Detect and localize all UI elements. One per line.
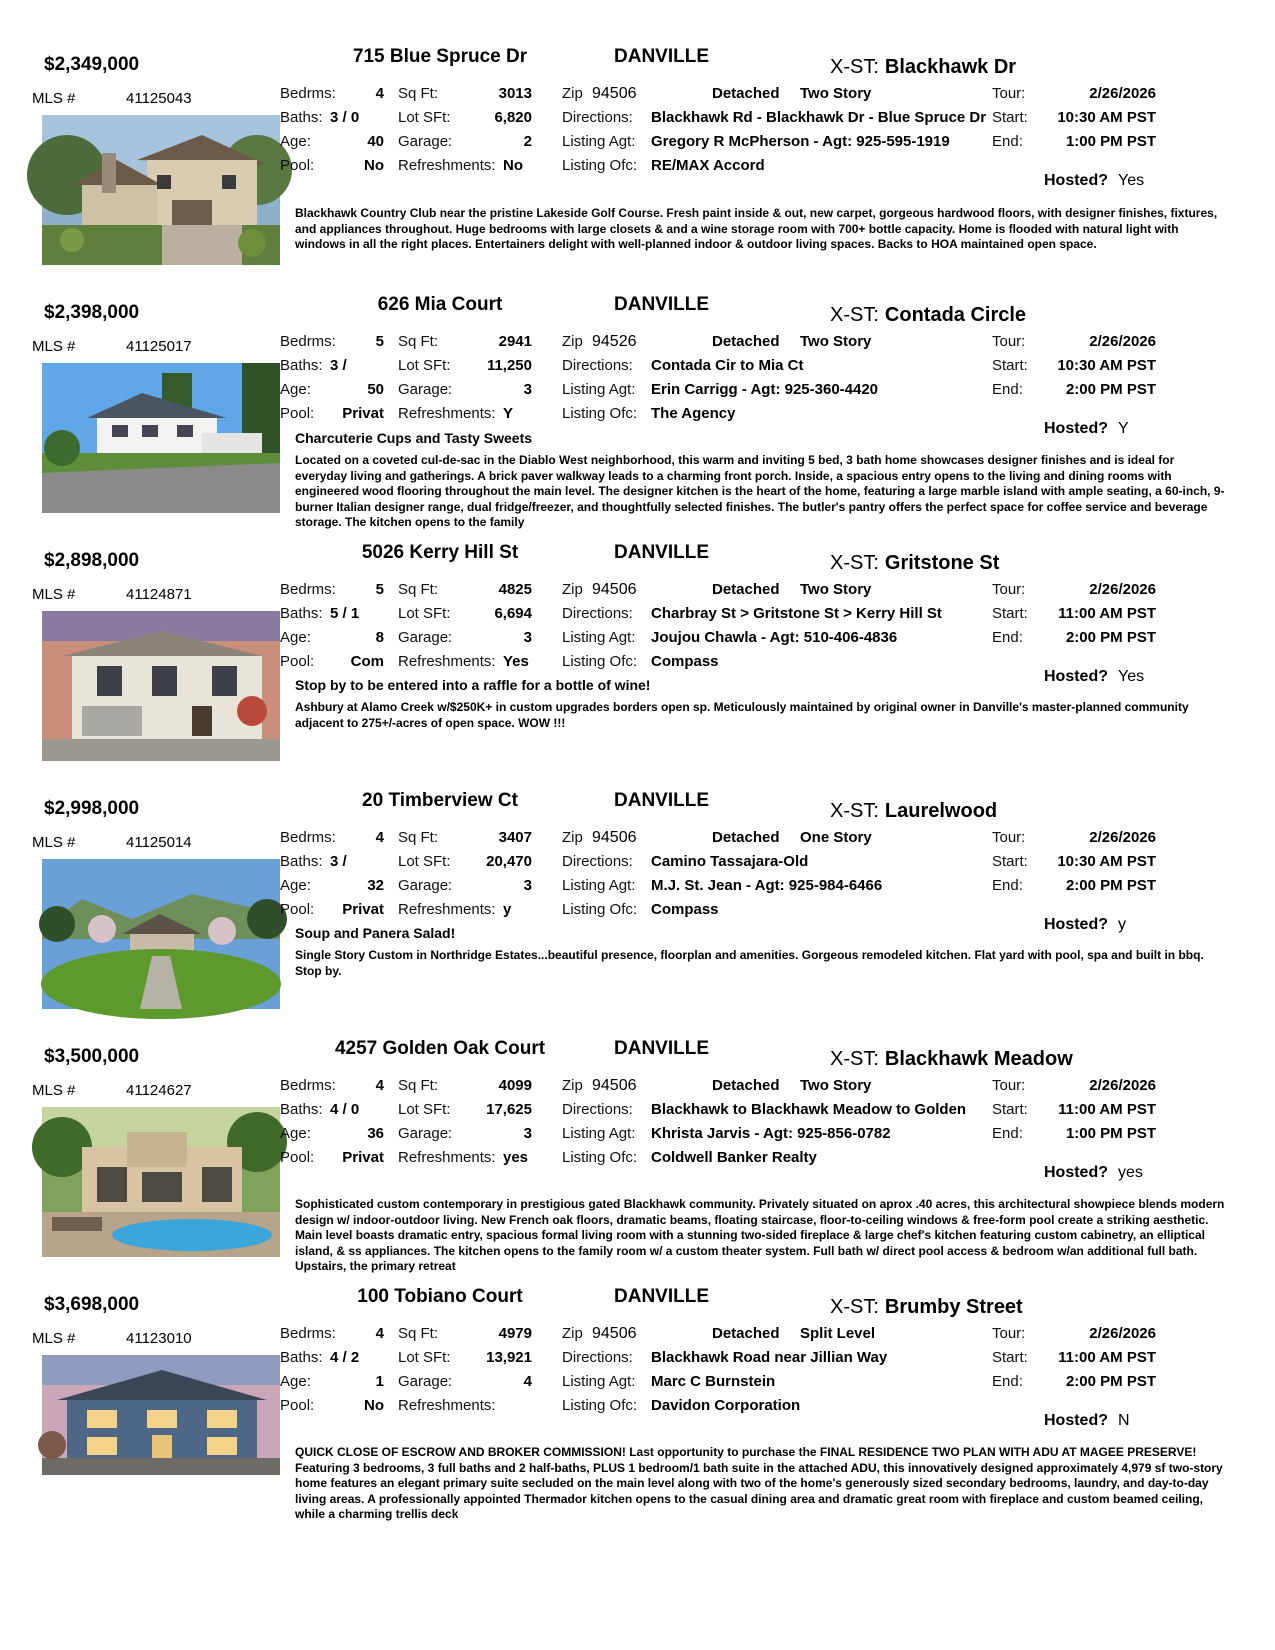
property-style: Two Story — [800, 581, 872, 598]
directions-value: Blackhawk Road near Jillian Way — [651, 1349, 888, 1366]
label: Garage: — [398, 629, 453, 646]
label: Start: — [992, 605, 1028, 622]
listing-card — [0, 992, 1275, 1274]
garage-value: 3 — [523, 877, 532, 894]
label: Refreshments: — [398, 405, 496, 422]
mls-number: 41125014 — [126, 834, 192, 851]
label: Zip — [562, 829, 583, 846]
hosted — [1044, 172, 1144, 190]
start-time: 11:00 AM PST — [1058, 605, 1156, 622]
price: $3,500,000 — [44, 1046, 140, 1067]
label: Pool: — [280, 653, 315, 670]
end-time: 2:00 PM PST — [1065, 1373, 1156, 1390]
price: $2,898,000 — [44, 550, 140, 571]
label: Refreshments: — [398, 157, 496, 174]
label: Garage: — [398, 1125, 453, 1142]
hosted-value: Yes — [1118, 172, 1145, 189]
property-type: Detached — [712, 333, 780, 350]
property-style: One Story — [800, 829, 872, 846]
pool-value: Privat — [342, 901, 384, 918]
tour-date: 2/26/2026 — [1089, 85, 1156, 102]
property-type: Detached — [712, 1077, 780, 1094]
listing-card — [0, 1240, 1275, 1522]
directions-value: Contada Cir to Mia Ct — [651, 357, 804, 374]
description: Sophisticated custom contemporary in prestigious gated Blackhawk community. Privately situated on aprox .40 acres, this architectural showpiece blends modern design w/ indoor-outdoor living. New French oak floors, dramatic beams, floating staircase, floor-to-ceiling windows & free-form pool create a striking aesthetic. Main level boasts dramatic entry, spacious formal living room with a stunning two-sided fireplace & large chef's kitchen featuring custom cabinetry, an elliptical island, & ss appliances. The kitchen opens to the family room w/ a custom theater system. Full bath w/ direct pool access & bedroom w/an additional full bath. Upstairs, the primary retreat — [295, 1197, 1225, 1274]
bedrooms-value: 4 — [375, 829, 384, 846]
description: Ashbury at Alamo Creek w/$250K+ in custom upgrades borders open sp. Meticulously maintained by original owner in Danville's master-planned community adjacent to 275+/-acres of open space. WOW !!! — [295, 700, 1189, 730]
label: Refreshments: — [398, 1149, 496, 1166]
label: End: — [992, 381, 1023, 398]
baths-value: 5 / 1 — [330, 605, 360, 622]
end-time: 2:00 PM PST — [1065, 877, 1156, 894]
refreshments-value: No — [503, 157, 523, 174]
label: Directions: — [562, 1349, 633, 1366]
description: Blackhawk Country Club near the pristine Lakeside Golf Course. Fresh paint inside & out, new carpet, gorgeous hardwood floors, with designer finishes, fixtures, and appliances throughout. Huge bedrooms with large closets & and a wine storage room with 700+ bottle capacity. Home is flooded with natural light with windows in all the right places. Entertainers delight with well-planned indoor & outdoor living spaces. Backs to HOA maintained open space. — [295, 206, 1218, 252]
hosted-value: Y — [1118, 420, 1129, 437]
label: Age: — [280, 133, 311, 150]
property-style: Split Level — [800, 1325, 876, 1342]
house-photo — [42, 115, 280, 265]
label: Listing Agt: — [562, 629, 636, 646]
hosted-value: Yes — [1118, 668, 1145, 685]
property-style: Two Story — [800, 85, 872, 102]
directions-value: Charbray St > Gritstone St > Kerry Hill St — [651, 605, 942, 622]
baths-value: 3 / — [330, 357, 347, 374]
cross-street-label: X-ST: — [830, 552, 879, 574]
tour-date: 2/26/2026 — [1089, 829, 1156, 846]
end-time: 2:00 PM PST — [1065, 629, 1156, 646]
baths-value: 4 / 2 — [330, 1349, 360, 1366]
sqft-value: 2941 — [498, 333, 532, 350]
label: Listing Agt: — [562, 1373, 636, 1390]
house-photo — [42, 611, 280, 761]
mls-number: 41124627 — [126, 1082, 192, 1099]
start-time: 11:00 AM PST — [1058, 1349, 1156, 1366]
label: Age: — [280, 629, 311, 646]
zip-value: 94506 — [592, 829, 637, 846]
label: Baths: — [280, 1349, 323, 1366]
label: Tour: — [992, 1077, 1026, 1094]
open-house-note: Soup and Panera Salad! — [295, 925, 456, 941]
label: Baths: — [280, 109, 323, 126]
label: Tour: — [992, 85, 1026, 102]
mls-number: 41125043 — [126, 90, 192, 107]
label: Sq Ft: — [398, 1325, 439, 1342]
hosted-label: Hosted? — [1044, 420, 1108, 437]
label: Bedrms: — [280, 85, 336, 102]
open-house-note: Charcuterie Cups and Tasty Sweets — [295, 430, 533, 446]
label: Lot SFt: — [398, 605, 451, 622]
label: Garage: — [398, 381, 453, 398]
age-value: 1 — [375, 1373, 384, 1390]
property-style: Two Story — [800, 333, 872, 350]
tour-date: 2/26/2026 — [1089, 1077, 1156, 1094]
zip-value: 94506 — [592, 1325, 637, 1342]
tour-date: 2/26/2026 — [1089, 333, 1156, 350]
cross-street-value: Laurelwood — [884, 800, 998, 822]
office-value: Davidon Corporation — [651, 1397, 801, 1414]
cross-street-label: X-ST: — [830, 1296, 879, 1318]
label: Tour: — [992, 1325, 1026, 1342]
label: Baths: — [280, 357, 323, 374]
label: Listing Agt: — [562, 133, 636, 150]
label: Bedrms: — [280, 1077, 336, 1094]
hosted-value: y — [1118, 916, 1126, 933]
label: Zip — [562, 85, 583, 102]
end-time: 1:00 PM PST — [1065, 133, 1156, 150]
label: Zip — [562, 333, 583, 350]
hosted-value: N — [1118, 1412, 1130, 1429]
label: Listing Ofc: — [562, 1149, 638, 1166]
agent-value: M.J. St. Jean - Agt: 925-984-6466 — [651, 877, 883, 894]
house-photo — [42, 363, 280, 513]
garage-value: 4 — [523, 1373, 532, 1390]
label: Bedrms: — [280, 581, 336, 598]
hosted-label: Hosted? — [1044, 668, 1108, 685]
zip-value: 94506 — [592, 1077, 637, 1094]
city: DANVILLE — [614, 1286, 709, 1307]
garage-value: 3 — [523, 1125, 532, 1142]
label: Age: — [280, 1373, 311, 1390]
end-time: 1:00 PM PST — [1065, 1125, 1156, 1142]
label: Lot SFt: — [398, 357, 451, 374]
mls-label: MLS # — [32, 1330, 76, 1347]
start-time: 10:30 AM PST — [1057, 109, 1156, 126]
property-style: Two Story — [800, 1077, 872, 1094]
cross-street-value: Gritstone St — [884, 552, 1000, 574]
property-type: Detached — [712, 85, 780, 102]
pool-value: No — [364, 1397, 384, 1414]
label: End: — [992, 1373, 1023, 1390]
hosted-value: yes — [1118, 1164, 1143, 1181]
cross-street-label: X-ST: — [830, 800, 879, 822]
address: 715 Blue Spruce Dr — [352, 46, 528, 67]
price: $3,698,000 — [44, 1294, 140, 1315]
listing-card — [0, 0, 1275, 258]
age-value: 50 — [367, 381, 384, 398]
garage-value: 2 — [523, 133, 532, 150]
office-value: Compass — [651, 653, 719, 670]
property-type: Detached — [712, 1325, 780, 1342]
label: Bedrms: — [280, 1325, 336, 1342]
sqft-value: 4099 — [498, 1077, 532, 1094]
refreshments-value: yes — [503, 1149, 529, 1166]
listing-card — [0, 248, 1275, 530]
label: Baths: — [280, 1101, 323, 1118]
mls-label: MLS # — [32, 586, 76, 603]
hosted — [1044, 916, 1126, 934]
end-time: 2:00 PM PST — [1065, 381, 1156, 398]
label: Garage: — [398, 877, 453, 894]
agent-value: Joujou Chawla - Agt: 510-406-4836 — [651, 629, 898, 646]
label: Start: — [992, 1349, 1028, 1366]
listing-card — [0, 496, 1275, 754]
price: $2,398,000 — [44, 302, 140, 323]
property-type: Detached — [712, 581, 780, 598]
label: Refreshments: — [398, 653, 496, 670]
agent-value: Khrista Jarvis - Agt: 925-856-0782 — [651, 1125, 891, 1142]
office-value: Compass — [651, 901, 719, 918]
label: Sq Ft: — [398, 85, 439, 102]
description: Single Story Custom in Northridge Estates...beautiful presence, floorplan and amenities. Gorgeous remodeled kitchen. Flat yard with pool, spa and built in bbq. Stop by. — [295, 948, 1204, 978]
city: DANVILLE — [614, 790, 709, 811]
label: Listing Ofc: — [562, 653, 638, 670]
open-house-note: Stop by to be entered into a raffle for a bottle of wine! — [295, 677, 651, 693]
label: Lot SFt: — [398, 109, 451, 126]
label: Pool: — [280, 901, 315, 918]
sqft-value: 4825 — [498, 581, 532, 598]
mls-number: 41125017 — [126, 338, 192, 355]
lot-value: 20,470 — [486, 853, 532, 870]
start-time: 10:30 AM PST — [1057, 853, 1156, 870]
age-value: 40 — [367, 133, 384, 150]
label: Baths: — [280, 605, 323, 622]
cross-street-value: Blackhawk Dr — [884, 56, 1017, 78]
cross-street-value: Contada Circle — [884, 304, 1027, 326]
label: Lot SFt: — [398, 1349, 451, 1366]
house-photo — [42, 859, 280, 1009]
garage-value: 3 — [523, 381, 532, 398]
baths-value: 4 / 0 — [330, 1101, 360, 1118]
pool-value: No — [364, 157, 384, 174]
label: Pool: — [280, 1397, 315, 1414]
pool-value: Privat — [342, 1149, 384, 1166]
baths-value: 3 / — [330, 853, 347, 870]
baths-value: 3 / 0 — [330, 109, 360, 126]
label: Zip — [562, 581, 583, 598]
directions-value: Camino Tassajara-Old — [651, 853, 809, 870]
address: 20 Timberview Ct — [362, 790, 518, 811]
label: Age: — [280, 877, 311, 894]
cross-street-label: X-ST: — [830, 304, 879, 326]
label: Refreshments: — [398, 1397, 496, 1414]
directions-value: Blackhawk Rd - Blackhawk Dr - Blue Spruce Dr — [651, 109, 987, 126]
label: Bedrms: — [280, 829, 336, 846]
label: End: — [992, 1125, 1023, 1142]
address: 5026 Kerry Hill St — [361, 542, 519, 563]
description: Located on a coveted cul-de-sac in the Diablo West neighborhood, this warm and inviting 5 bed, 3 bath home showcases designer finishes and is ideal for everyday living and gatherings. A brick paver walkway leads to a charming front porch. Inside, a spacious entry opens to the living and dining rooms with engineered wood flooring throughout the main level. The designer kitchen is the heart of the home, featuring a large marble island with ample seating, a 60-inch, 9-burner Italian designer range, dual fridge/freezer, and thoughtfully selected finishes. The butler's pantry offers the perfect space for coffee service and beverage storage. The kitchen opens to the family — [295, 453, 1225, 530]
label: Listing Agt: — [562, 381, 636, 398]
start-time: 10:30 AM PST — [1057, 357, 1156, 374]
label: End: — [992, 133, 1023, 150]
hosted — [1044, 1412, 1130, 1430]
mls-label: MLS # — [32, 338, 76, 355]
description: QUICK CLOSE OF ESCROW AND BROKER COMMISSION! Last opportunity to purchase the FINAL RESIDENCE TWO PLAN WITH ADU AT MAGEE PRESERVE! Featuring 3 bedrooms, 3 full baths and 2 half-baths, PLUS 1 bedroom/1 bath suite in the attached ADU, this innovatively designed approximately 4,979 sf two-story home features an elegant primary suite secluded on the main level along with two of the home's generously sized secondary bedrooms, laundry, and day-to-day living areas. A professionally appointed Thermador kitchen opens to the casual dining area and dramatic great room with fireplace and custom beamed ceiling, while a charming trellis deck — [295, 1445, 1223, 1522]
pool-value: Com — [350, 653, 384, 670]
cross-street — [830, 800, 997, 823]
refreshments-value: Y — [503, 405, 514, 422]
zip-value: 94526 — [592, 333, 637, 350]
mls-label: MLS # — [32, 90, 76, 107]
cross-street — [830, 552, 999, 575]
city: DANVILLE — [614, 1038, 709, 1059]
lot-value: 6,820 — [494, 109, 532, 126]
sqft-value: 3013 — [498, 85, 532, 102]
label: Listing Ofc: — [562, 157, 638, 174]
sqft-value: 4979 — [498, 1325, 532, 1342]
address: 100 Tobiano Court — [357, 1286, 523, 1307]
label: Bedrms: — [280, 333, 336, 350]
label: Start: — [992, 109, 1028, 126]
cross-street-value: Blackhawk Meadow — [884, 1048, 1073, 1070]
bedrooms-value: 4 — [375, 1325, 384, 1342]
lot-value: 17,625 — [486, 1101, 532, 1118]
office-value: Coldwell Banker Realty — [651, 1149, 817, 1166]
label: Listing Agt: — [562, 1125, 636, 1142]
label: Baths: — [280, 853, 323, 870]
lot-value: 11,250 — [486, 357, 532, 374]
hosted-label: Hosted? — [1044, 1164, 1108, 1181]
hosted — [1044, 1164, 1143, 1182]
agent-value: Erin Carrigg - Agt: 925-360-4420 — [651, 381, 879, 398]
cross-street — [830, 1296, 1023, 1319]
label: Age: — [280, 381, 311, 398]
address: 4257 Golden Oak Court — [334, 1038, 546, 1059]
office-value: The Agency — [651, 405, 736, 422]
tour-date: 2/26/2026 — [1089, 581, 1156, 598]
tour-date: 2/26/2026 — [1089, 1325, 1156, 1342]
house-photo — [42, 1107, 280, 1257]
refreshments-value: y — [503, 901, 512, 918]
bedrooms-value: 5 — [375, 333, 384, 350]
label: Listing Agt: — [562, 877, 636, 894]
cross-street — [830, 1048, 1073, 1071]
label: Directions: — [562, 605, 633, 622]
label: Pool: — [280, 1149, 315, 1166]
hosted-label: Hosted? — [1044, 172, 1108, 189]
hosted-label: Hosted? — [1044, 1412, 1108, 1429]
bedrooms-value: 5 — [375, 581, 384, 598]
cross-street — [830, 304, 1026, 327]
refreshments-value: Yes — [503, 653, 529, 670]
label: Listing Ofc: — [562, 901, 638, 918]
label: Start: — [992, 1101, 1028, 1118]
label: Directions: — [562, 853, 633, 870]
cross-street-value: Brumby Street — [884, 1296, 1023, 1318]
label: Refreshments: — [398, 901, 496, 918]
label: Directions: — [562, 357, 633, 374]
label: Lot SFt: — [398, 1101, 451, 1118]
label: Sq Ft: — [398, 581, 439, 598]
label: Sq Ft: — [398, 829, 439, 846]
label: Zip — [562, 1077, 583, 1094]
label: Age: — [280, 1125, 311, 1142]
label: Listing Ofc: — [562, 405, 638, 422]
hosted-label: Hosted? — [1044, 916, 1108, 933]
label: Directions: — [562, 1101, 633, 1118]
label: Garage: — [398, 1373, 453, 1390]
office-value: RE/MAX Accord — [651, 157, 765, 174]
age-value: 8 — [375, 629, 384, 646]
label: Sq Ft: — [398, 1077, 439, 1094]
label: Tour: — [992, 333, 1026, 350]
label: End: — [992, 629, 1023, 646]
mls-label: MLS # — [32, 834, 76, 851]
label: Start: — [992, 853, 1028, 870]
property-type: Detached — [712, 829, 780, 846]
zip-value: 94506 — [592, 85, 637, 102]
city: DANVILLE — [614, 542, 709, 563]
listing-card — [0, 744, 1275, 1002]
cross-street — [830, 56, 1016, 79]
label: Lot SFt: — [398, 853, 451, 870]
price: $2,998,000 — [44, 798, 140, 819]
city: DANVILLE — [614, 46, 709, 67]
label: Pool: — [280, 405, 315, 422]
label: Tour: — [992, 829, 1026, 846]
mls-label: MLS # — [32, 1082, 76, 1099]
bedrooms-value: 4 — [375, 85, 384, 102]
label: Listing Ofc: — [562, 1397, 638, 1414]
mls-number: 41123010 — [126, 1330, 192, 1347]
agent-value: Marc C Burnstein — [651, 1373, 776, 1390]
label: End: — [992, 877, 1023, 894]
pool-value: Privat — [342, 405, 384, 422]
sqft-value: 3407 — [498, 829, 532, 846]
start-time: 11:00 AM PST — [1058, 1101, 1156, 1118]
hosted — [1044, 668, 1144, 686]
age-value: 36 — [367, 1125, 384, 1142]
label: Directions: — [562, 109, 633, 126]
lot-value: 6,694 — [494, 605, 532, 622]
age-value: 32 — [367, 877, 384, 894]
mls-number: 41124871 — [126, 586, 192, 603]
hosted — [1044, 420, 1129, 438]
address: 626 Mia Court — [377, 294, 503, 315]
price: $2,349,000 — [44, 54, 140, 75]
lot-value: 13,921 — [486, 1349, 532, 1366]
cross-street-label: X-ST: — [830, 56, 879, 78]
cross-street-label: X-ST: — [830, 1048, 879, 1070]
label: Garage: — [398, 133, 453, 150]
label: Sq Ft: — [398, 333, 439, 350]
house-photo — [42, 1355, 280, 1475]
bedrooms-value: 4 — [375, 1077, 384, 1094]
garage-value: 3 — [523, 629, 532, 646]
label: Start: — [992, 357, 1028, 374]
agent-value: Gregory R McPherson - Agt: 925-595-1919 — [651, 133, 950, 150]
label: Tour: — [992, 581, 1026, 598]
label: Pool: — [280, 157, 315, 174]
city: DANVILLE — [614, 294, 709, 315]
directions-value: Blackhawk to Blackhawk Meadow to Golden — [651, 1101, 967, 1118]
zip-value: 94506 — [592, 581, 637, 598]
label: Zip — [562, 1325, 583, 1342]
